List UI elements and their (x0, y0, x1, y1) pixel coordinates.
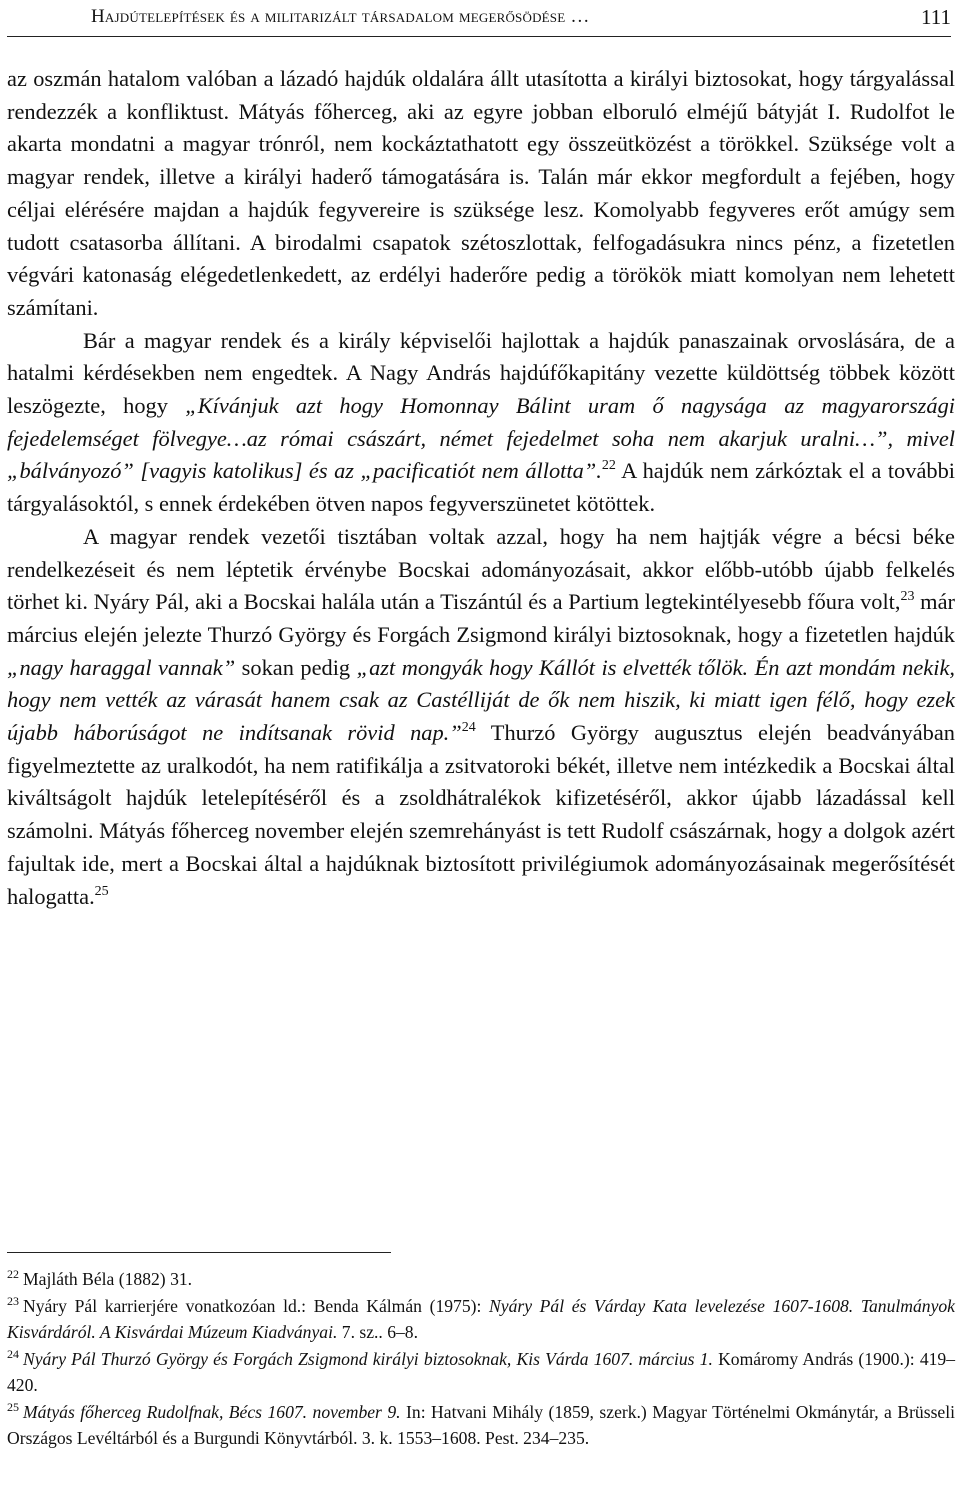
footnote-ref-24[interactable]: 24 (461, 720, 476, 736)
footnote-24 (7, 1346, 955, 1399)
footnote-italic-title: Mátyás főherceg Rudolfnak, Bécs 1607. november 9. (23, 1401, 401, 1422)
paragraph-3-text-b: már március elején jelezte Thurzó György és Forgách Zsigmond királyi biztosoknak, hogy a fizetetlen hajdúk (7, 589, 955, 647)
footnote-number: 24 (7, 1346, 19, 1361)
paragraph-3-text-a: A magyar rendek vezetői tisztában voltak azzal, hogy ha nem hajtják végre a bécsi béke rendelkezéseit és nem léptetik érvénybe Bocskai adományozásait, akkor előbb-utóbb újabb felkelés törhet ki. Nyáry Pál, aki a Bocskai halála után a Tiszántúl és a Partium legtekintélyesebb főura volt, (7, 523, 955, 615)
paragraph-3-quote-b: „azt mongyák hogy Kállót is elvették tőlök. Én azt mondám nekik, hogy nem vették az várasát hanem csak az Castélliját de ők nem hiszik, ki miatt igen félő, hogy ezek újabb háborúságot ne indítsanak rövid nap.” (7, 654, 956, 746)
running-header-title: Hajdútelepítések és a militarizált társadalom megerősödése … (91, 6, 590, 27)
footnote-number: 22 (7, 1267, 19, 1281)
footnotes (7, 1266, 955, 1452)
page-number: 111 (921, 5, 951, 29)
paragraph-3-text-c: sokan pedig (235, 654, 357, 680)
paragraph-3 (7, 521, 955, 913)
footnote-text: Majláth Béla (1882) 31. (23, 1269, 193, 1289)
footnote-number: 23 (7, 1293, 19, 1308)
paragraph-3-quote-a: „nagy haraggal vannak” (7, 654, 236, 680)
paragraph-2-quote: „Kívánjuk azt hogy Homonnay Bálint uram ő nagysága az magyarországi fejedelemséget fölvegye…az római császárt, német fejedelmet soha nem akarjuk uralni…”, mivel „bálványozó” [vagyis katolikus] és az „pacificatiót nem állotta”. (7, 393, 955, 484)
footnote-text: In: Hatvani Mihály (1859, szerk.) Magyar Történelmi Okmánytár, a Brüsseli Országos Levéltárból és a Burgundi Könyvtárból. 3. k. 1553–1608. Pest. 234–235. (7, 1401, 955, 1448)
footnote-ref-22[interactable]: 22 (601, 458, 616, 474)
paragraph-1 (7, 63, 955, 325)
paragraph-3-text-d: Thurzó György augusztus elején beadványában figyelmeztette az uralkodót, ha nem ratifikálja a zsitvatoroki békét, illetve nem intézkedik a Bocskai által kiváltságolt hajdúk letelepítéséről és a zsoldhátralékok kifizetéséről, akkor újabb lázadással kell számolni. Mátyás főherceg november elején szemrehányást is tett Rudolf császárnak, hogy a dolgok azért fajultak ide, mert a Bocskai által a hajdúknak biztosított privilégiumok adományozásainak megerősítését halogatta. (7, 720, 955, 909)
footnote-22 (7, 1266, 955, 1293)
paragraph-2-text-b: A hajdúk nem zárkóztak el a további tárgyalásoktól, s ennek érdekében ötven napos fegyverszünetet kötöttek. (7, 458, 955, 517)
footnote-text: Komáromy András (1900.): 419–420. (7, 1348, 956, 1395)
footnote-italic-title: Nyáry Pál Thurzó György és Forgách Zsigmond királyi biztosoknak, Kis Várda 1607. március 1. (23, 1348, 713, 1369)
paragraph-2 (7, 325, 955, 521)
paragraph-2-text-a: Bár a magyar rendek és a király képviselői hajlottak a hajdúk panaszainak orvoslására, de a hatalmi kérdésekben nem engedtek. A Nagy András hajdúfőkapitány vezette küldöttség többek között leszögezte, hogy (7, 327, 955, 419)
footnote-25 (7, 1399, 955, 1452)
running-header (7, 2, 951, 37)
footnote-text-tail: 7. sz.. 6–8. (337, 1322, 419, 1342)
paragraph-1-text: az oszmán hatalom valóban a lázadó hajdúk oldalára állt utasította a királyi biztosokat, hogy tárgyalással rendezzék a konfliktust. Mátyás főherceg, aki az egyre jobban elboruló elméjű bátyját I. Rudolfot le akarta mondatni a magyar trónról, nem kockáztathatott egy összeütközést a törökkel. Szüksége volt a magyar rendek, illetve a királyi haderő támogatására is. Talán már ekkor megfordult a fejében, hogy céljai elérésére majdan a hajdúk fegyvereire is szüksége lesz. Komolyabb fegyveres erőt amúgy sem tudott csatasorba állítani. A birodalmi csapatok szétoszlottak, felfogadásukra nincs pénz, a fizetetlen végvári katonaság elégedetlenkedett, az erdélyi haderőre pedig a törökök miatt komolyan nem lehetett számítani. (7, 66, 955, 320)
footnote-23 (7, 1293, 955, 1346)
footnote-ref-23[interactable]: 23 (900, 589, 915, 605)
body-text (7, 63, 955, 913)
footnote-text: Nyáry Pál karrierjére vonatkozóan ld.: Benda Kálmán (1975): (23, 1295, 490, 1316)
footnote-separator (7, 1252, 391, 1253)
footnote-italic-title: Nyáry Pál és Várday Kata levelezése 1607-1608. Tanulmányok Kisvárdáról. A Kisvárdai Múzeum Kiadványai. (7, 1295, 955, 1342)
footnote-number: 25 (7, 1399, 19, 1414)
footnote-ref-25[interactable]: 25 (94, 883, 109, 899)
